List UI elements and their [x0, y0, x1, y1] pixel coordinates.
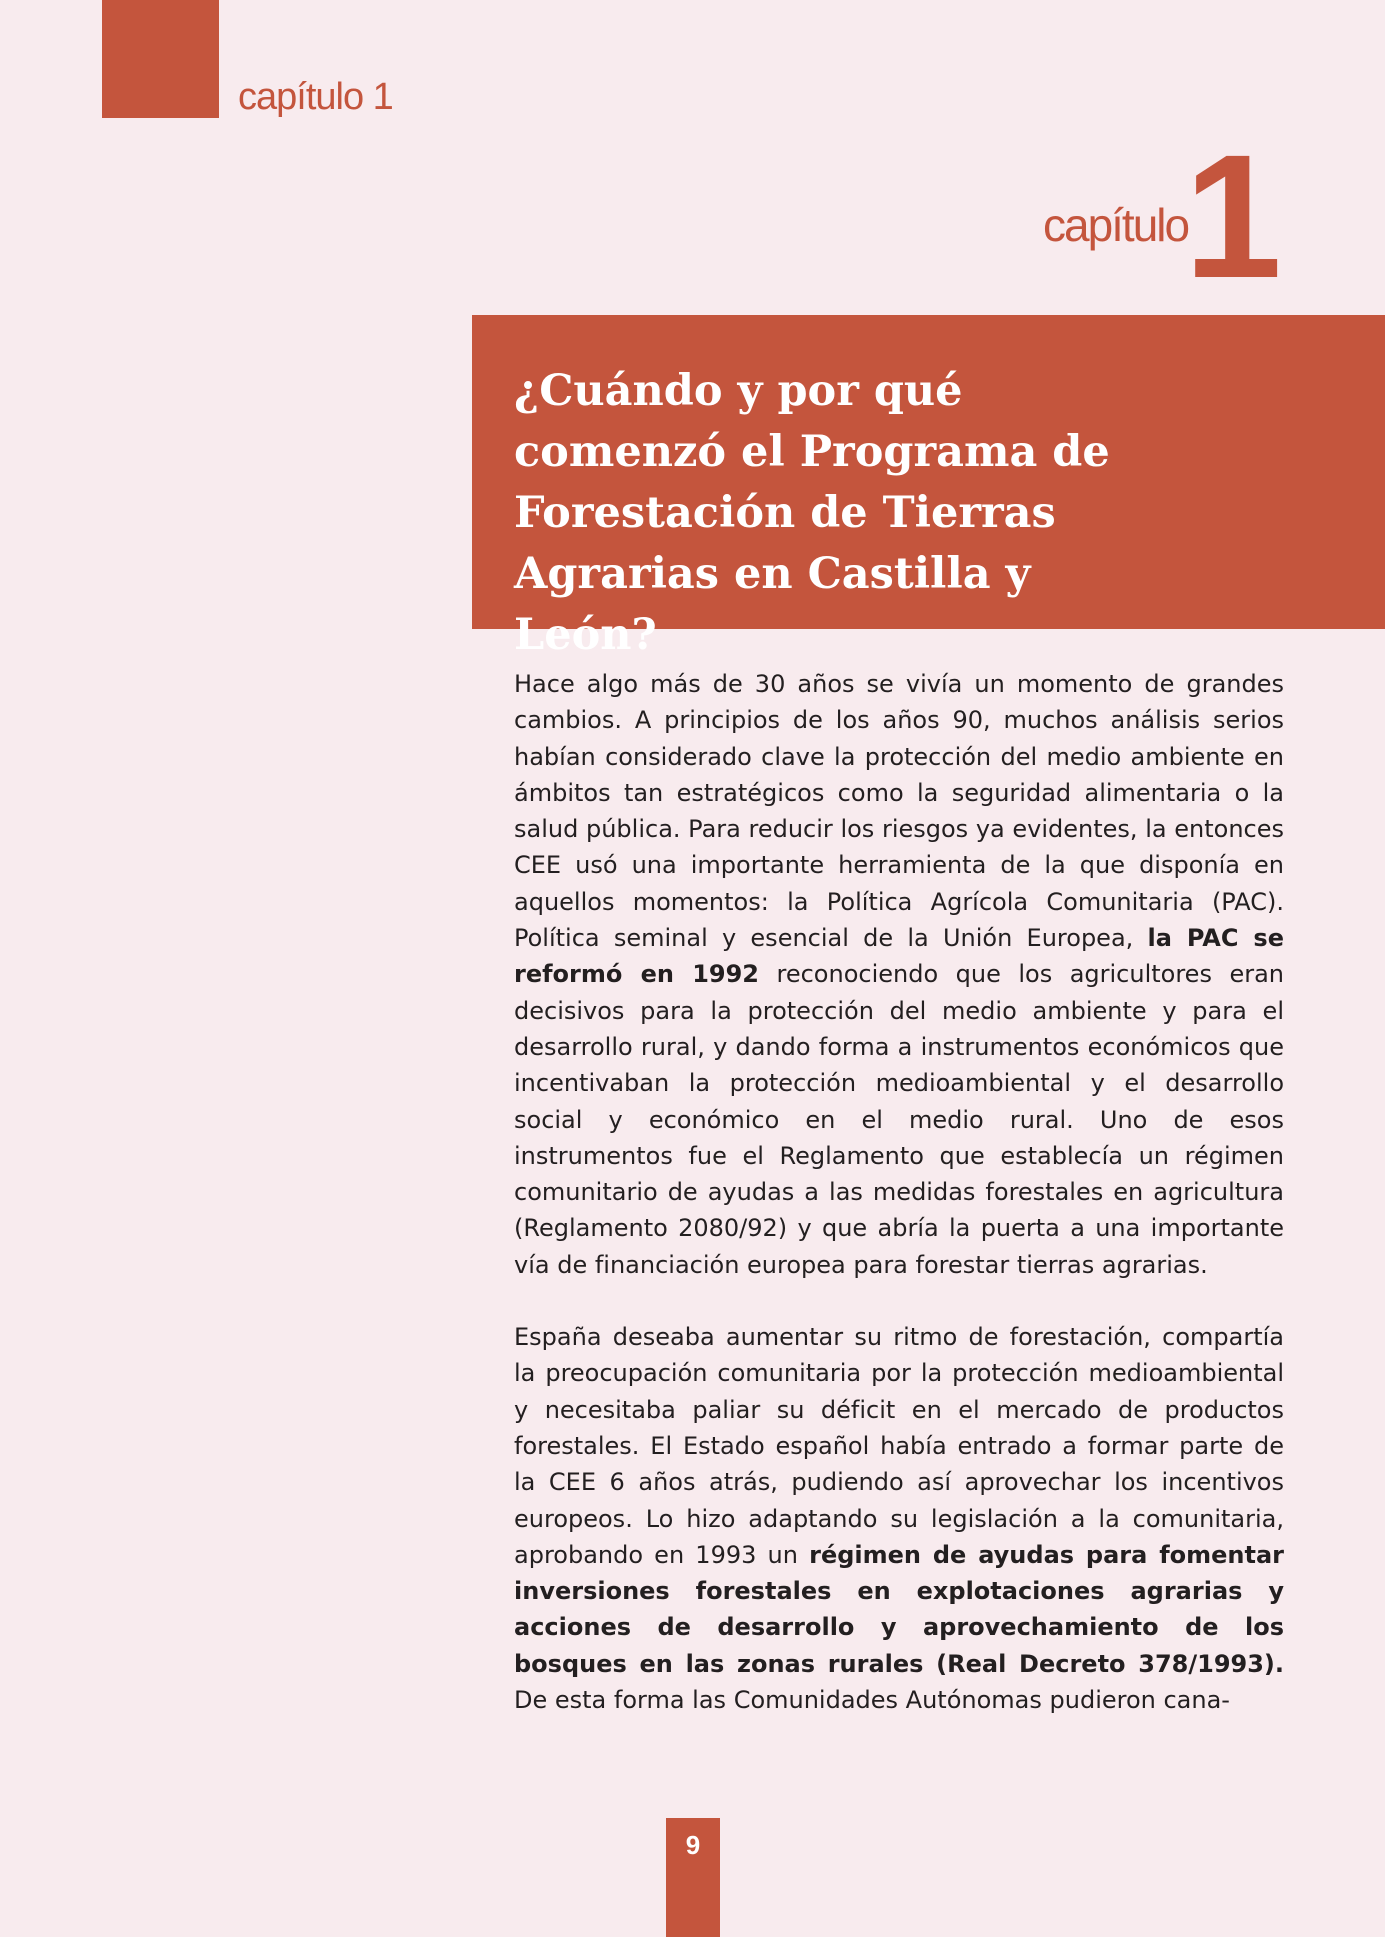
chapter-mark	[1042, 119, 1282, 315]
title-band	[472, 315, 1385, 660]
paragraph-1-text-b: reconociendo que los agricultores eran decisivos para la protección del medio ambiente y para el desarrollo rural, y dando forma a instrumentos económicos que incentivaban la protección medioambiental y el desarrollo social y económico en el medio rural. Uno de esos instrumentos fue el Reglamento que establecía un régimen comunitario de ayudas a las medidas forestales en agricultura (Reglamento 2080/92) y que abría la puerta a una importante vía de financiación europea para forestar tierras agrarias.	[514, 960, 1285, 1279]
corner-accent-square	[102, 0, 219, 118]
chapter-word: capítulo	[1042, 199, 1189, 252]
running-header: capítulo 1	[238, 76, 393, 118]
body-text	[514, 666, 1284, 1754]
paragraph-1-text-a: Hace algo más de 30 años se vivía un momento de grandes cambios. A principios de los años 90, muchos análisis serios habían considerado clave la protección del medio ambiente en ámbitos tan estratégicos como la seguridad alimentaria o la salud pública. Para reducir los riesgos ya evidentes, la entonces CEE usó una importante herramienta de la que disponía en aquellos momentos: la Política Agrícola Comunitaria (PAC). Política seminal y esencial de la Unión Europea,	[514, 670, 1284, 953]
paragraph-2-text-b: De esta forma las Comunidades Autónomas pudieron cana-	[514, 1686, 1230, 1715]
page-number: 9	[685, 1830, 701, 1860]
paragraph-1	[514, 666, 1284, 1283]
page-number-tab	[666, 1818, 720, 1937]
paragraph-1-bold: la PAC se reformó en 1992	[514, 924, 1284, 989]
paragraph-2-bold: régimen de ayudas para fomentar inversiones forestales en explotaciones agrarias y acciones de desarrollo y aprovechamiento de los bosques en las zonas rurales (Real Decreto 378/1993).	[514, 1540, 1285, 1678]
paragraph-2-text-a: España deseaba aumentar su ritmo de forestación, compartía la preocupación comunitaria por la protección medioambiental y necesitaba paliar su déficit en el mercado de productos forestales. El Estado español había entrado a formar parte de la CEE 6 años atrás, pudiendo así aprovechar los incentivos europeos. Lo hizo adaptando su legislación a la comunitaria, aprobando en 1993 un	[514, 1323, 1284, 1569]
chapter-title: ¿Cuándo y por qué comenzó el Programa de Forestación de Tierras Agrarias en Castilla y León?	[514, 366, 1110, 660]
chapter-number: 1	[1184, 119, 1282, 315]
paragraph-2	[514, 1319, 1284, 1718]
